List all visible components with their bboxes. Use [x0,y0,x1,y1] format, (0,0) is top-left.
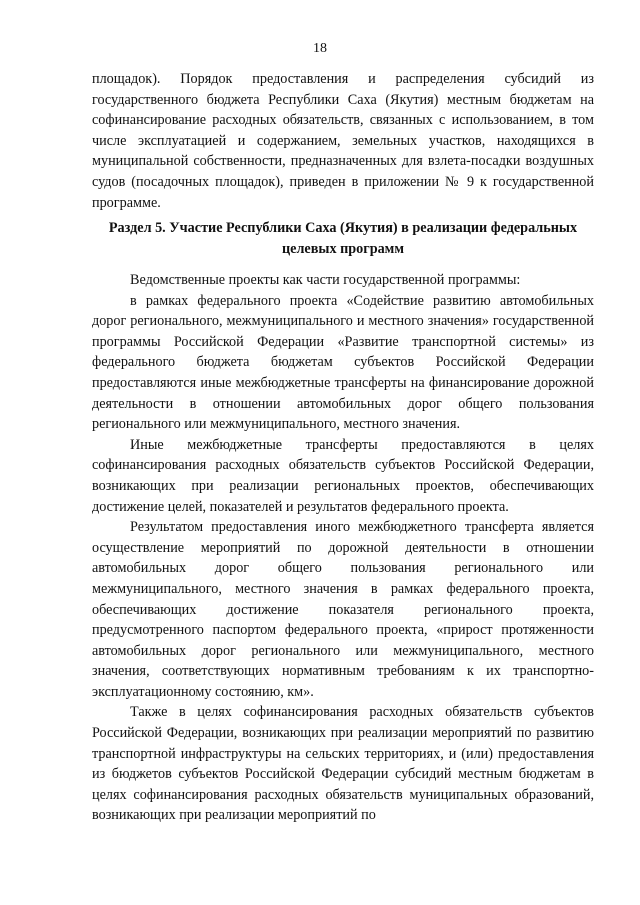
paragraph-federal-project: в рамках федерального проекта «Содействие развитию автомобильных дорог регионального, межмуниципального и местного значения» государственной программы Российской Федерации «Развитие транспортной системы» из федерального бюджета бюджетам субъектов Российской Федерации предоставляются иные межбюджетные трансферты на финансирование дорожной деятельности в отношении автомобильных дорог общего пользования регионального или межмуниципального, местного значения. [92,292,594,433]
paragraph-transfer-result: Результатом предоставления иного межбюджетного трансферта является осуществление мероприятий по дорожной деятельности в отношении автомобильных дорог общего пользования регионального или межмуниципального, местного значения в рамках федерального проекта, обеспечивающих достижение показателя регионального проекта, предусмотренного паспортом федерального проекта, «прирост протяженности автомобильных дорог регионального или межмуниципального, местного значения, соответствующих нормативным требованиям к их транспортно-эксплуатационному состоянию, км». [92,519,594,700]
page-number: 18 [313,41,327,56]
paragraph-transfers-purpose: Иные межбюджетные трансферты предоставляются в целях софинансирования расходных обязательств субъектов Российской Федерации, возникающих при реализации региональных проектов, обеспечивающих достижение целей, показателей и результатов федерального проекта. [92,436,594,515]
section-content [92,270,594,826]
paragraph-intro: Ведомственные проекты как части государственной программы: [130,272,521,288]
paragraph-rural-infrastructure: Также в целях софинансирования расходных обязательств субъектов Российской Федерации, возникающих при реализации мероприятий по развитию транспортной инфраструктуры на сельских территориях, и (или) предоставления из бюджетов субъектов Российской Федерации субсидий местным бюджетам в целях софинансирования расходных обязательств муниципальных образований, возникающих при реализации мероприятий по [92,704,594,824]
section-heading: Раздел 5. Участие Республики Саха (Якутия) в реализации федеральных целевых программ [108,220,578,257]
continuation-paragraph: площадок). Порядок предоставления и распределения субсидий из государственного бюджета Республики Саха (Якутия) местным бюджетам на софинансирование расходных обязательств, связанных с использованием, в том числе эксплуатацией и содержанием, земельных участков, находящихся в муниципальной собственности, предназначенных для взлета-посадки воздушных судов (посадочных площадок), приведен в приложении № 9 к государственной программе. [92,71,594,211]
